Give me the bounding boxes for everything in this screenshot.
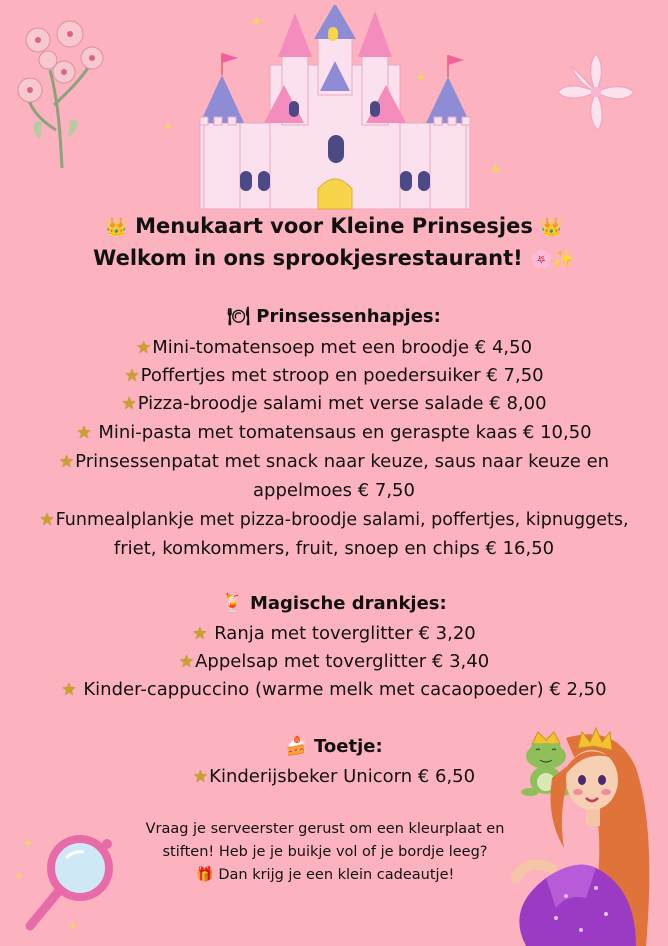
menu-item bbox=[0, 362, 668, 391]
star-icon: ★ bbox=[121, 394, 137, 414]
star-icon: ★ bbox=[61, 680, 77, 700]
sparkle-icon: ✦ bbox=[488, 160, 504, 181]
menu-item-continued bbox=[0, 477, 668, 506]
section-heading-hapjes bbox=[0, 304, 668, 330]
flower-icon: 🌸 bbox=[530, 249, 553, 270]
menu-item bbox=[0, 676, 668, 705]
sparkle-icon: ✦ bbox=[163, 120, 174, 134]
star-icon: ★ bbox=[135, 338, 152, 358]
menu-item bbox=[0, 390, 668, 419]
menu-item-text: appelmoes € 7,50 bbox=[253, 480, 415, 501]
magic-mirror-icon bbox=[10, 826, 120, 936]
footer-note-text: Dan krijg je een klein cadeautje! bbox=[218, 867, 455, 883]
section-heading-text: Prinsessenhapjes: bbox=[256, 306, 441, 327]
svg-text:✦: ✦ bbox=[22, 836, 34, 852]
menu-item-continued bbox=[0, 535, 668, 564]
menu-subtitle bbox=[0, 243, 668, 275]
footer-note-line: Vraag je serveerster gerust om een kleurplaat en bbox=[145, 821, 505, 837]
plate-cutlery-icon: 🍽 bbox=[227, 306, 250, 327]
menu-item bbox=[0, 334, 668, 363]
star-icon: ★ bbox=[76, 423, 92, 443]
star-icon: ★ bbox=[124, 366, 140, 386]
castle-illustration bbox=[190, 5, 480, 210]
menu-item-text: Funmealplankje met pizza-broodje salami, poffertjes, kipnuggets, bbox=[55, 510, 629, 530]
star-icon: ★ bbox=[58, 452, 75, 472]
cherry-blossom-icon bbox=[10, 10, 110, 170]
star-icon: ★ bbox=[178, 652, 195, 672]
section-heading-text: Toetje: bbox=[314, 736, 383, 757]
crown-icon: 👑 bbox=[540, 217, 563, 238]
svg-text:✦: ✦ bbox=[68, 919, 79, 933]
menu-item-text: Mini-pasta met tomatensaus en geraspte kaas € 10,50 bbox=[92, 422, 592, 443]
crown-icon: 👑 bbox=[105, 217, 128, 238]
menu-subtitle-text: Welkom in ons sprookjesrestaurant! bbox=[93, 246, 523, 270]
menu-item-text: Kinderijsbeker Unicorn € 6,50 bbox=[209, 766, 476, 787]
lily-flower-icon bbox=[556, 52, 636, 132]
menu-title-text: Menukaart voor Kleine Prinsesjes bbox=[135, 214, 533, 238]
menu-item bbox=[0, 506, 668, 535]
section-heading-drankjes bbox=[0, 591, 668, 617]
menu-item bbox=[0, 620, 668, 649]
menu-item bbox=[0, 419, 668, 448]
menu-item-text: Poffertjes met stroop en poedersuiker € 7,50 bbox=[140, 365, 544, 386]
menu-item-text: Appelsap met toverglitter € 3,40 bbox=[195, 651, 490, 672]
menu-item bbox=[0, 648, 668, 677]
star-icon: ★ bbox=[192, 624, 208, 644]
menu-item bbox=[0, 448, 668, 477]
svg-text:✦: ✦ bbox=[14, 869, 25, 883]
drink-glass-icon: 🍹 bbox=[221, 593, 244, 614]
menu-item-text: friet, komkommers, fruit, snoep en chips € 16,50 bbox=[113, 538, 555, 559]
gift-icon: 🎁 bbox=[195, 867, 214, 883]
footer-note-line bbox=[110, 864, 540, 887]
section-heading-text: Magische drankjes: bbox=[249, 593, 447, 614]
star-icon: ★ bbox=[39, 510, 55, 530]
footer-note bbox=[110, 818, 540, 887]
star-icon: ★ bbox=[192, 767, 209, 787]
menu-item-text: Mini-tomatensoep met een broodje € 4,50 bbox=[152, 337, 533, 358]
menu-item-text: Kinder-cappuccino (warme melk met cacaopoeder) € 2,50 bbox=[77, 679, 607, 700]
princess-illustration bbox=[486, 718, 668, 946]
menu-title bbox=[0, 211, 668, 243]
sparkle-icon: ✦ bbox=[250, 12, 264, 31]
menu-item-text: Pizza-broodje salami met verse salade € 8,00 bbox=[137, 393, 547, 414]
menu-item-text: Prinsessenpatat met snack naar keuze, saus naar keuze en bbox=[75, 451, 610, 472]
footer-note-line: stiften! Heb je je buikje vol of je bordje leeg? bbox=[162, 844, 488, 860]
cake-icon: 🍰 bbox=[285, 736, 308, 757]
sparkle-icon: ✦ bbox=[415, 70, 427, 86]
menu-item-text: Ranja met toverglitter € 3,20 bbox=[208, 623, 476, 644]
sparkles-icon: ✨ bbox=[552, 249, 575, 270]
